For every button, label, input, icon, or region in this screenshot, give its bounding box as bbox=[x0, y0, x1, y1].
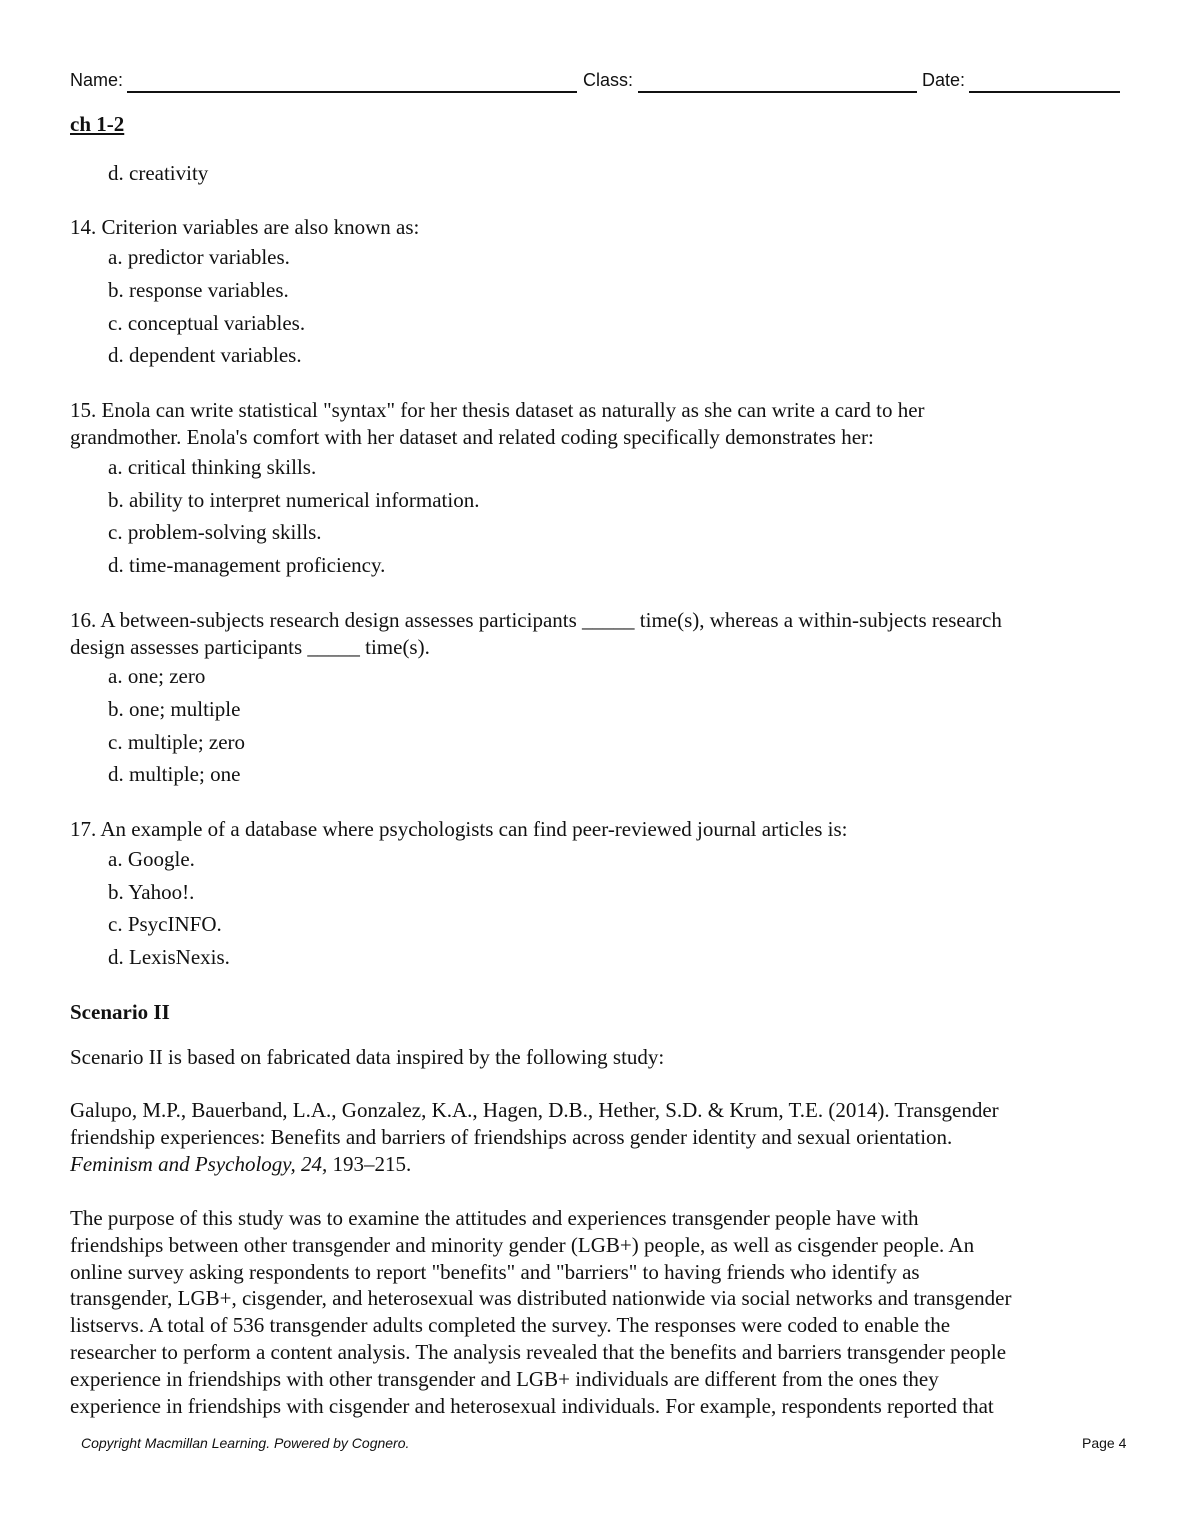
q17-option-a: a. Google. bbox=[108, 847, 195, 871]
q15-option-a: a. critical thinking skills. bbox=[108, 455, 317, 479]
q16-stem-line1: 16. A between-subjects research design assesses participants _____ time(s), whereas a within-subjects research bbox=[70, 608, 1002, 632]
class-label: Class: bbox=[583, 70, 634, 90]
citation-line2: friendship experiences: Benefits and barriers of friendships across gender identity and sexual orientation. bbox=[70, 1125, 953, 1149]
q17-option-c: c. PsycINFO. bbox=[108, 912, 222, 936]
scenario-heading: Scenario II bbox=[70, 1000, 170, 1024]
scenario-body-line: experience in friendships with cisgender and heterosexual individuals. For example, respondents reported that bbox=[70, 1394, 994, 1418]
q17-stem: 17. An example of a database where psychologists can find peer-reviewed journal articles is: bbox=[70, 817, 848, 841]
scenario-body-line: listservs. A total of 536 transgender adults completed the survey. The responses were coded to enable the bbox=[70, 1313, 951, 1337]
date-field[interactable] bbox=[969, 91, 1120, 93]
date-label: Date: bbox=[922, 70, 966, 90]
q16-option-a: a. one; zero bbox=[108, 664, 206, 688]
scenario-body-line: transgender, LGB+, cisgender, and heterosexual was distributed nationwide via social networks and transgender bbox=[70, 1286, 1012, 1310]
q17-option-d: d. LexisNexis. bbox=[108, 945, 230, 969]
q15-stem-line2: grandmother. Enola's comfort with her dataset and related coding specifically demonstrates her: bbox=[70, 425, 874, 449]
q14-option-c: c. conceptual variables. bbox=[108, 311, 306, 335]
scenario-intro: Scenario II is based on fabricated data inspired by the following study: bbox=[70, 1045, 665, 1069]
q15-option-c: c. problem-solving skills. bbox=[108, 520, 322, 544]
q16-stem-line2: design assesses participants _____ time(s). bbox=[70, 635, 430, 659]
copyright-footer: Copyright Macmillan Learning. Powered by Cognero. bbox=[81, 1435, 410, 1451]
scenario-body-line: The purpose of this study was to examine the attitudes and experiences transgender people have with bbox=[70, 1206, 919, 1230]
q15-option-b: b. ability to interpret numerical information. bbox=[108, 488, 480, 512]
q14-stem: 14. Criterion variables are also known as: bbox=[70, 215, 420, 239]
page-title: ch 1-2 bbox=[70, 112, 125, 136]
class-field[interactable] bbox=[638, 91, 917, 93]
q14-option-b: b. response variables. bbox=[108, 278, 289, 302]
q15-option-d: d. time-management proficiency. bbox=[108, 553, 386, 577]
name-label: Name: bbox=[70, 70, 124, 90]
q14-option-a: a. predictor variables. bbox=[108, 245, 290, 269]
q14-option-d: d. dependent variables. bbox=[108, 343, 302, 367]
q16-option-b: b. one; multiple bbox=[108, 697, 241, 721]
scenario-body-line: experience in friendships with other transgender and LGB+ individuals are different from the ones they bbox=[70, 1367, 939, 1391]
citation-line3 bbox=[70, 1151, 1130, 1178]
scenario-body-line: friendships between other transgender and minority gender (LGB+) people, as well as cisgender people. An bbox=[70, 1233, 975, 1257]
q16-option-c: c. multiple; zero bbox=[108, 730, 246, 754]
citation-journal: Feminism and Psychology, 24, bbox=[70, 1152, 328, 1176]
q16-option-d: d. multiple; one bbox=[108, 762, 241, 786]
page-number: Page 4 bbox=[1082, 1435, 1127, 1451]
scenario-body-line: online survey asking respondents to report "benefits" and "barriers" to having friends who identify as bbox=[70, 1260, 920, 1284]
citation-pages: 193–215. bbox=[327, 1152, 412, 1176]
q17-option-b: b. Yahoo!. bbox=[108, 880, 195, 904]
q13-option-d: d. creativity bbox=[108, 161, 209, 185]
scenario-body-line: researcher to perform a content analysis. The analysis revealed that the benefits and barriers transgender people bbox=[70, 1340, 1007, 1364]
worksheet-header bbox=[70, 70, 1120, 96]
name-field[interactable] bbox=[127, 91, 577, 93]
citation-line1: Galupo, M.P., Bauerband, L.A., Gonzalez, K.A., Hagen, D.B., Hether, S.D. & Krum, T.E. (2014). Transgender bbox=[70, 1098, 999, 1122]
q15-stem-line1: 15. Enola can write statistical "syntax" for her thesis dataset as naturally as she can write a card to her bbox=[70, 398, 925, 422]
